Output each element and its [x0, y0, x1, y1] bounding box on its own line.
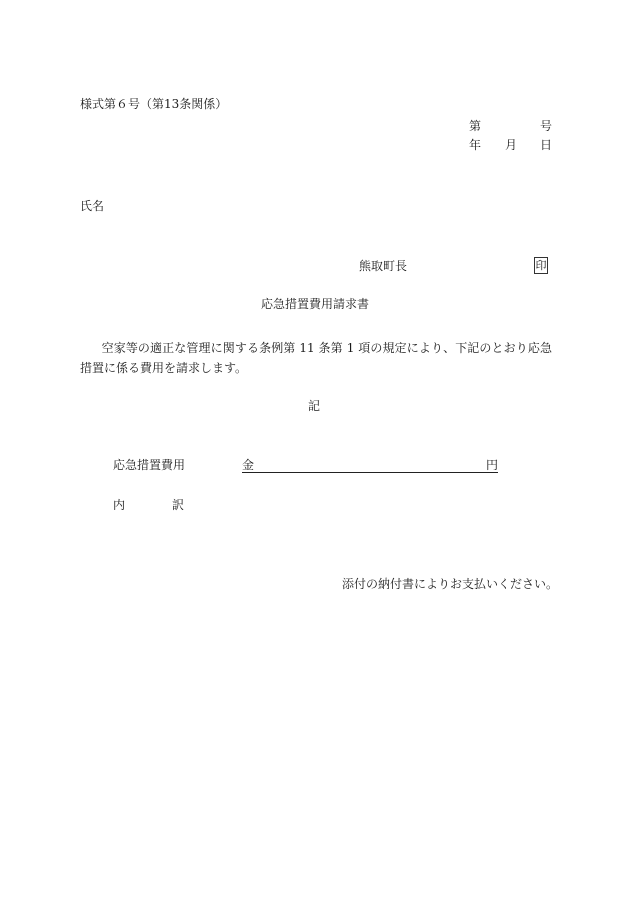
amount-prefix: 金 [242, 458, 255, 472]
date-day-label: 日 [540, 138, 553, 152]
seal-stamp-box [534, 257, 548, 274]
date-month-label: 月 [505, 138, 518, 152]
amount-suffix: 円 [485, 458, 498, 472]
addressee-name-label: 氏名 [80, 199, 105, 213]
payment-note: 添付の納付書によりお支払いください。 [342, 577, 559, 591]
form-number: 様式第６号（第13条関係） [80, 97, 228, 111]
amount-field [242, 459, 498, 473]
breakdown-label-second: 訳 [172, 498, 185, 512]
sender-title: 熊取町長 [359, 259, 408, 273]
document-title: 応急措置費用請求書 [261, 297, 370, 311]
breakdown-label-first: 内 [113, 498, 126, 512]
seal-label: 印 [535, 259, 547, 272]
date-year-label: 年 [469, 138, 482, 152]
record-label: 記 [308, 399, 321, 413]
body-paragraph: 空家等の適正な管理に関する条例第 11 条第 1 項の規定により、下記のとおり応急措置に係る費用を請求します。 [80, 341, 552, 375]
document-number-prefix: 第 [469, 119, 482, 133]
document-number-suffix: 号 [540, 119, 553, 133]
cost-label: 応急措置費用 [113, 458, 186, 472]
